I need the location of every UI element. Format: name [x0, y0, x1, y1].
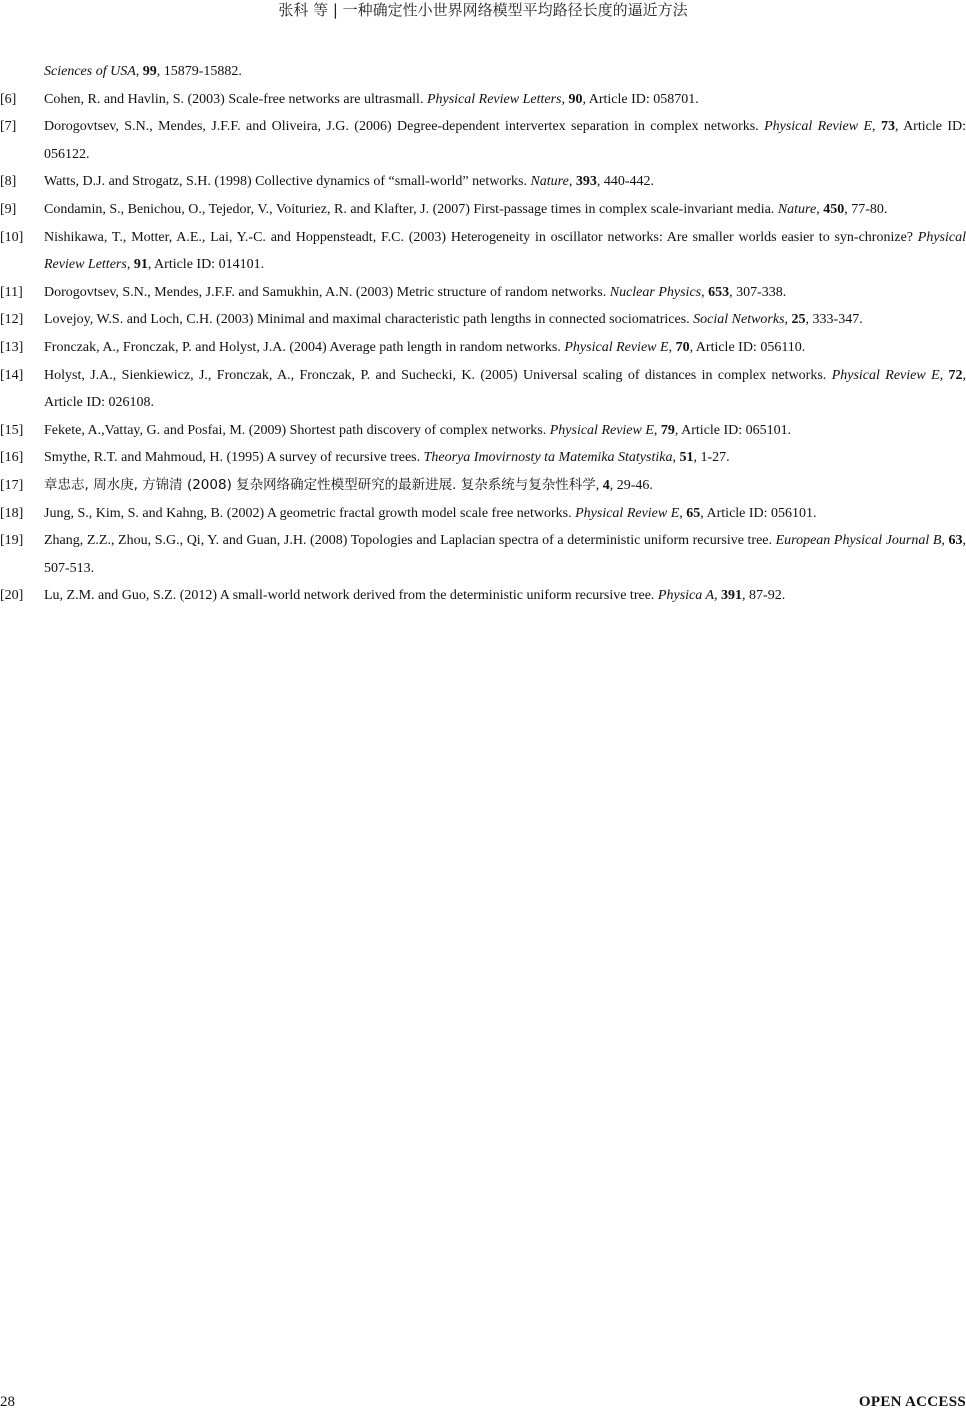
journal-name: Nuclear Physics — [609, 284, 702, 300]
reference-16 — [0, 444, 966, 472]
reference-number: [11] — [0, 284, 23, 300]
reference-number: [20] — [0, 588, 24, 604]
reference-7 — [0, 113, 966, 168]
volume-number: 91 — [133, 257, 148, 273]
reference-19 — [0, 527, 966, 582]
journal-name: Physical Review E — [549, 422, 654, 438]
reference-number — [0, 58, 44, 86]
reference-number: [13] — [0, 339, 24, 355]
reference-14 — [0, 362, 966, 417]
open-access-label: OPEN ACCESS — [858, 1394, 966, 1410]
running-header: 张科 等 | 一种确定性小世界网络模型平均路径长度的逼近方法 — [278, 1, 688, 19]
journal-name: Physical Review E — [575, 505, 680, 521]
journal-name: Physical Review Letters — [426, 91, 562, 107]
reference-number: [18] — [0, 505, 24, 521]
reference-11 — [0, 279, 966, 307]
reference-continuation — [0, 58, 966, 86]
journal-name: Nature — [530, 174, 569, 190]
reference-number: [12] — [0, 312, 24, 328]
reference-text: Fronczak, A., Fronczak, P. and Holyst, J.A. (2004) Average path length in random networks. Physical Review E, 70, Article ID: 056110. — [44, 339, 806, 355]
reference-number: [17] — [0, 477, 24, 493]
reference-20 — [0, 582, 966, 610]
reference-text: Holyst, J.A., Sienkiewicz, J., Fronczak, A., Fronczak, P. and Suchecki, K. (2005) Universal scaling of distances in complex networks. Physical Review E, 72, Article ID: 026108. — [44, 367, 966, 411]
reference-15 — [0, 417, 966, 445]
reference-text: Fekete, A.,Vattay, G. and Posfai, M. (2009) Shortest path discovery of complex networks. Physical Review E, 79, Article ID: 065101. — [44, 422, 792, 438]
volume-number: 653 — [708, 284, 730, 300]
reference-text: 章忠志, 周水庚, 方锦清 (2008) 复杂网络确定性模型研究的最新进展. 复杂系统与复杂性科学, 4, 29-46. — [44, 476, 653, 493]
page-number: 28 — [0, 1394, 15, 1410]
volume-number: 65 — [686, 505, 701, 521]
journal-name: Physical Review E — [764, 119, 873, 135]
reference-text: Nishikawa, T., Motter, A.E., Lai, Y.-C. and Hoppensteadt, F.C. (2003) Heterogeneity in oscillator networks: Are smaller worlds easier to syn-chronize? Physical Review Letters, 91, Article ID: 014101. — [44, 229, 966, 273]
journal-name: Physical Review E — [564, 339, 669, 355]
volume-number: 4 — [602, 477, 610, 493]
reference-8 — [0, 168, 966, 196]
reference-text: Cohen, R. and Havlin, S. (2003) Scale-free networks are ultrasmall. Physical Review Letters, 90, Article ID: 058701. — [44, 91, 699, 107]
reference-text: Lu, Z.M. and Guo, S.Z. (2012) A small-world network derived from the deterministic uniform recursive tree. Physica A, 391, 87-92. — [44, 588, 786, 604]
reference-12 — [0, 306, 966, 334]
volume-number: 72 — [948, 367, 963, 383]
reference-number: [15] — [0, 422, 24, 438]
reference-18 — [0, 500, 966, 528]
journal-name: Sciences of USA — [44, 64, 136, 79]
journal-name: Physica A — [657, 588, 715, 604]
reference-text: Watts, D.J. and Strogatz, S.H. (1998) Collective dynamics of “small-world” networks. Nature, 393, 440-442. — [44, 174, 654, 190]
reference-text: Smythe, R.T. and Mahmoud, H. (1995) A survey of recursive trees. Theorya Imovirnosty ta Matemika Statystika, 51, 1-27. — [44, 450, 730, 466]
reference-9 — [0, 196, 966, 224]
reference-text: Condamin, S., Benichou, O., Tejedor, V., Voituriez, R. and Klafter, J. (2007) First-passage times in complex scale-invariant media. Nature, 450, 77-80. — [44, 201, 888, 217]
reference-number: [10] — [0, 229, 24, 245]
reference-number: [14] — [0, 367, 24, 383]
volume-number: 450 — [823, 201, 845, 217]
volume-number: 51 — [679, 450, 694, 466]
journal-name: Nature — [777, 201, 817, 217]
reference-number: [19] — [0, 533, 24, 549]
reference-text: Dorogovtsev, S.N., Mendes, J.F.F. and Oliveira, J.G. (2006) Degree-dependent intervertex separation in complex networks. Physical Review E, 73, Article ID: 056122. — [44, 119, 966, 162]
reference-text: Sciences of USA, 99, 15879-15882. — [44, 64, 242, 79]
journal-name: European Physical Journal B — [775, 533, 942, 549]
volume-number: 99 — [142, 64, 157, 79]
reference-number: [7] — [0, 119, 17, 135]
reference-number: [9] — [0, 201, 17, 217]
journal-name: Physical Review Letters — [44, 229, 966, 273]
reference-text: Lovejoy, W.S. and Loch, C.H. (2003) Minimal and maximal characteristic path lengths in connected sociomatrices. Social Networks, 25, 333-347. — [44, 312, 863, 328]
reference-list — [0, 58, 966, 610]
volume-number: 73 — [880, 119, 895, 135]
journal-name: Social Networks — [693, 312, 785, 328]
reference-number: [16] — [0, 450, 24, 466]
journal-name: Theorya Imovirnosty ta Matemika Statystika — [423, 450, 673, 466]
reference-13 — [0, 334, 966, 362]
volume-number: 90 — [568, 91, 583, 107]
reference-number: [8] — [0, 174, 17, 190]
reference-text: Dorogovtsev, S.N., Mendes, J.F.F. and Samukhin, A.N. (2003) Metric structure of random networks. Nuclear Physics, 653, 307-338. — [44, 284, 787, 300]
journal-name: Physical Review E — [831, 367, 940, 383]
reference-10 — [0, 224, 966, 279]
volume-number: 70 — [675, 339, 690, 355]
volume-number: 25 — [791, 312, 806, 328]
volume-number: 391 — [721, 588, 743, 604]
reference-text: Zhang, Z.Z., Zhou, S.G., Qi, Y. and Guan, J.H. (2008) Topologies and Laplacian spectra of a deterministic uniform recursive tree. European Physical Journal B, 63, 507-513. — [44, 533, 966, 576]
volume-number: 79 — [660, 422, 675, 438]
journal-name: 复杂系统与复杂性科学 — [460, 476, 596, 493]
reference-17 — [0, 472, 966, 500]
reference-6 — [0, 86, 966, 114]
volume-number: 393 — [575, 174, 597, 190]
reference-text: Jung, S., Kim, S. and Kahng, B. (2002) A geometric fractal growth model scale free networks. Physical Review E, 65, Article ID: 056101. — [44, 505, 817, 521]
reference-number: [6] — [0, 91, 17, 107]
volume-number: 63 — [948, 533, 963, 549]
